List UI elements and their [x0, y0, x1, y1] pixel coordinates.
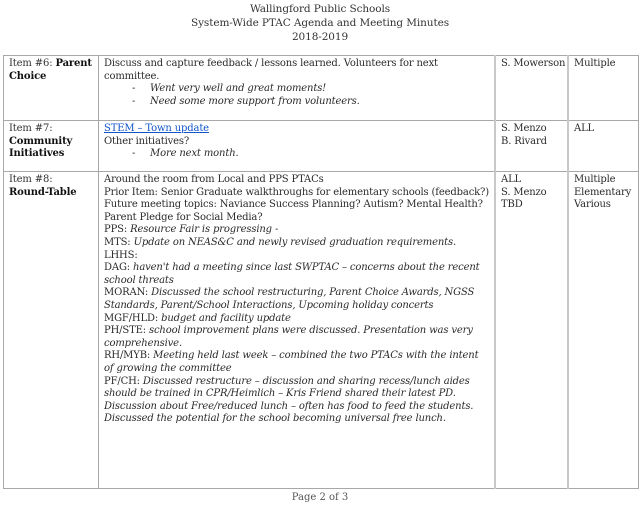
school-report [104, 325, 490, 350]
report-school: DAG: [104, 262, 134, 274]
stem-town-update-link[interactable]: STEM – Town update [104, 123, 209, 134]
report-note: Discussed the school restructuring, Parent Choice Awards, NGSS Standards, Parent/School Interactions, Upcoming holiday concerts [104, 287, 475, 311]
report-school: MORAN: [104, 287, 152, 299]
school-year: 2018-2019 [291, 31, 349, 43]
description-cell [99, 172, 496, 489]
responsible-person-cell [495, 121, 568, 172]
school-scope-cell [568, 56, 639, 121]
item-title: Parent Choice [9, 58, 92, 82]
table-row-item-6 [4, 56, 639, 121]
school-scope: Multiple [574, 58, 616, 69]
responsible-person-cell [495, 172, 568, 489]
item-number: Item #7: [9, 123, 53, 134]
description-line: Around the room from Local and PPS PTACs [104, 174, 324, 185]
description-cell [99, 56, 496, 121]
item-cell [4, 121, 99, 172]
school-report [104, 237, 490, 250]
responsible-person-cell [495, 56, 568, 121]
school-report [104, 313, 490, 326]
school-report [104, 250, 490, 263]
dash-bullet-icon: - [132, 95, 136, 107]
closing-note: Discussed the potential for the school becoming universal free lunch. [104, 413, 446, 425]
page-number: Page 2 of 3 [291, 492, 349, 503]
closing-note: Discussion about Free/reduced lunch – often has food to feed the students. [104, 400, 474, 412]
report-note: budget and facility update [161, 312, 291, 324]
person-name: B. Rivard [501, 135, 547, 147]
school-scope: Various [574, 199, 611, 211]
report-school: PF/CH: [104, 375, 143, 387]
document-title: System-Wide PTAC Agenda and Meeting Minutes [191, 17, 449, 29]
description-text: Other initiatives? [104, 135, 190, 147]
dash-bullet-icon: - [132, 148, 136, 160]
table-row-item-8 [4, 172, 639, 489]
bullet-item: - Need some more support from volunteers. [132, 95, 360, 107]
report-note: Meeting held last week – combined the two PTACs with the intent of growing the committee [104, 350, 479, 374]
report-note: Discussed restructure – discussion and sharing recess/lunch aides should be trained in CPR/Heimlich – Kris Friend shared their latest PD. [104, 375, 470, 400]
district-name: Wallingford Public Schools [249, 3, 391, 15]
report-school: PPS: [104, 224, 131, 236]
report-school: PH/STE: [104, 325, 149, 337]
item-number: Item #6: [9, 58, 56, 69]
bullet-item: - Went very well and great moments! [132, 83, 327, 95]
person-name: S. Menzo [501, 186, 547, 198]
school-scope-cell [568, 121, 639, 172]
school-report [104, 376, 490, 401]
person-name: S. Mowerson [501, 58, 566, 69]
school-report [104, 262, 490, 287]
report-note: Update on NEAS&C and newly revised graduation requirements. [133, 236, 457, 248]
description-line: Future meeting topics: Naviance Success Planning? Autism? Mental Health? [104, 199, 483, 211]
description-line: Parent Pledge for Social Media? [104, 211, 263, 223]
person-name: TBD [501, 199, 523, 211]
report-school: LHHS: [104, 249, 138, 261]
school-report [104, 350, 490, 375]
item-title: Round-Table [9, 186, 77, 198]
item-number: Item #8: [9, 174, 53, 185]
dash-bullet-icon: - [132, 83, 136, 95]
report-note: Resource Fair is progressing - [130, 224, 279, 236]
report-school: RH/MYB: [104, 350, 154, 362]
report-school: MTS: [104, 236, 134, 248]
table-row-item-7 [4, 121, 639, 172]
school-scope: Multiple [574, 174, 616, 185]
description-line: Prior Item: Senior Graduate walkthroughs for elementary schools (feedback?) [104, 186, 490, 198]
item-title: Community Initiatives [9, 135, 73, 160]
person-name: S. Menzo [501, 123, 547, 134]
item-cell [4, 56, 99, 121]
school-report [104, 224, 490, 237]
school-scope-cell [568, 172, 639, 489]
item-cell [4, 172, 99, 489]
description-cell [99, 121, 496, 172]
school-report [104, 287, 490, 312]
bullet-item: - More next month. [132, 148, 239, 160]
description-text: Discuss and capture feedback / lessons learned. Volunteers for next committee. [104, 58, 438, 82]
school-scope: ALL [574, 123, 595, 134]
report-school: MGF/HLD: [104, 312, 162, 324]
school-scope: Elementary [574, 186, 632, 198]
document-header [0, 2, 640, 44]
report-note: school improvement plans were discussed. Presentation was very comprehensive. [104, 325, 473, 349]
agenda-table [3, 55, 639, 489]
person-name: ALL [501, 174, 522, 185]
report-note: haven't had a meeting since last SWPTAC – concerns about the recent school threats [104, 262, 480, 286]
